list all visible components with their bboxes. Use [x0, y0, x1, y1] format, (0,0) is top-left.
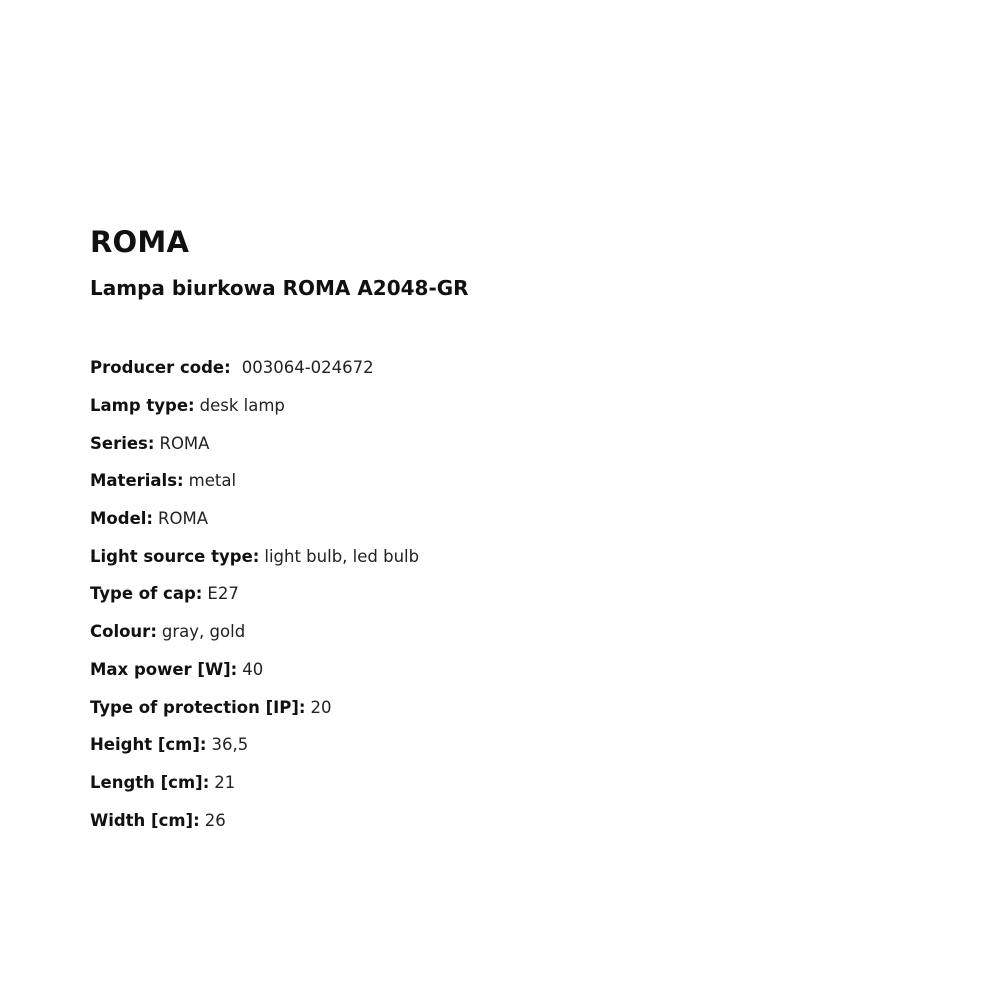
spec-label: Type of protection [IP]: [90, 697, 306, 717]
spec-row-colour [90, 613, 950, 651]
spec-row-lamp-type [90, 387, 950, 425]
product-details [90, 220, 950, 839]
spec-row-producer-code [90, 349, 950, 387]
spec-row-light-source-type [90, 537, 950, 575]
spec-value: desk lamp [199, 396, 285, 416]
spec-label: Materials: [90, 471, 184, 491]
spec-value: 003064-024672 [241, 358, 374, 378]
spec-label: Light source type: [90, 546, 260, 566]
spec-value: metal [188, 471, 237, 491]
spec-row-materials [90, 462, 950, 500]
spec-label: Type of cap: [90, 584, 203, 604]
spec-value: 36,5 [211, 735, 249, 755]
spec-row-series [90, 424, 950, 462]
spec-row-type-of-cap [90, 575, 950, 613]
spec-row-type-of-protection [90, 688, 950, 726]
spec-value: 21 [214, 772, 236, 792]
spec-label: Colour: [90, 622, 157, 642]
spec-label: Width [cm]: [90, 810, 200, 830]
spec-value: 26 [204, 810, 226, 830]
brand-title: ROMA [90, 225, 190, 259]
spec-label: Height [cm]: [90, 735, 207, 755]
spec-label: Lamp type: [90, 396, 195, 416]
spec-value: E27 [207, 584, 239, 604]
spec-row-model [90, 500, 950, 538]
spec-row-height [90, 726, 950, 764]
spec-row-width [90, 801, 950, 839]
spec-row-length [90, 764, 950, 802]
spec-list [90, 349, 950, 839]
spec-value: ROMA [158, 509, 208, 529]
spec-value: 20 [310, 697, 332, 717]
spec-label: Max power [W]: [90, 659, 238, 679]
spec-value: ROMA [159, 433, 210, 453]
spec-row-max-power [90, 651, 950, 689]
spec-label: Model: [90, 509, 154, 529]
spec-value: 40 [242, 659, 264, 679]
spec-value: light bulb, led bulb [264, 546, 420, 566]
spec-value: gray, gold [161, 622, 246, 642]
product-title: Lampa biurkowa ROMA A2048-GR [90, 276, 469, 300]
spec-label: Series: [90, 433, 155, 453]
spec-label: Producer code: [90, 358, 231, 378]
spec-label: Length [cm]: [90, 772, 210, 792]
